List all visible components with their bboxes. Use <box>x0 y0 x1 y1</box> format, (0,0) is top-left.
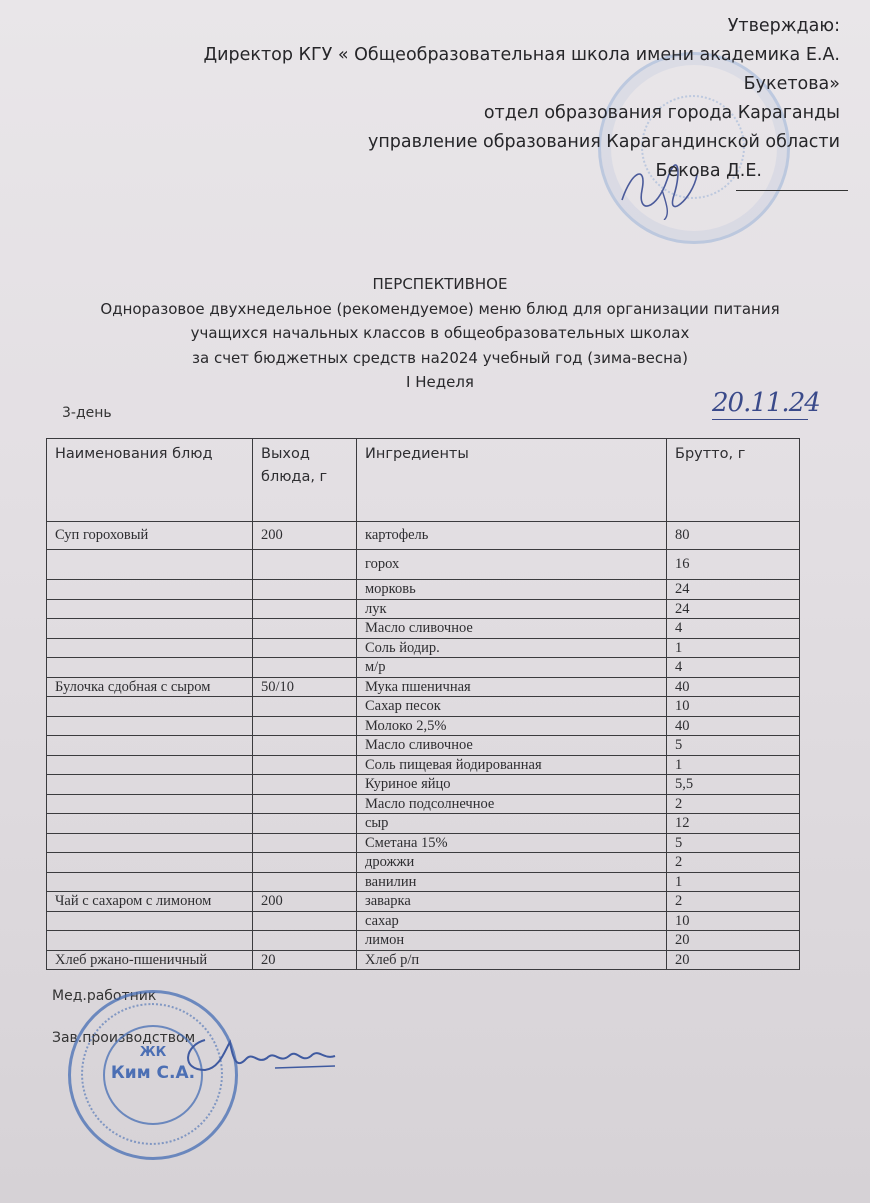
table-row <box>47 638 800 658</box>
gross-cell: 10 <box>667 911 800 931</box>
gross-cell: 1 <box>667 872 800 892</box>
approval-signatory: Бекова Д.Е. <box>655 161 762 181</box>
table-row <box>47 833 800 853</box>
ingredient-cell: Хлеб р/п <box>357 950 667 970</box>
dish-name-cell <box>47 619 253 639</box>
ingredient-cell: Соль пищевая йодированная <box>357 755 667 775</box>
dish-name-cell <box>47 794 253 814</box>
ingredient-cell: Соль йодир. <box>357 638 667 658</box>
gross-cell: 20 <box>667 931 800 951</box>
yield-cell <box>253 697 357 717</box>
table-row <box>47 755 800 775</box>
yield-cell: 200 <box>253 522 357 550</box>
table-row <box>47 775 800 795</box>
yield-cell <box>253 736 357 756</box>
gross-cell: 1 <box>667 638 800 658</box>
medical-worker-label: Мед.работник <box>52 988 157 1004</box>
gross-cell: 16 <box>667 550 800 580</box>
gross-cell: 1 <box>667 755 800 775</box>
yield-cell: 200 <box>253 892 357 912</box>
title-line-1: ПЕРСПЕКТИВНОЕ <box>372 275 508 293</box>
gross-cell: 5 <box>667 736 800 756</box>
yield-cell <box>253 658 357 678</box>
production-head-label: Зав.производством <box>52 1030 196 1046</box>
title-line-3: учащихся начальных классов в общеобразовательных школах <box>190 324 690 342</box>
gross-cell: 24 <box>667 599 800 619</box>
ingredient-cell: Масло сливочное <box>357 736 667 756</box>
yield-cell <box>253 755 357 775</box>
yield-cell <box>253 580 357 600</box>
dish-name-cell <box>47 658 253 678</box>
table-row <box>47 872 800 892</box>
dish-name-cell: Булочка сдобная с сыром <box>47 677 253 697</box>
dish-name-cell <box>47 775 253 795</box>
ingredient-cell: Сметана 15% <box>357 833 667 853</box>
yield-cell: 50/10 <box>253 677 357 697</box>
ingredient-cell: м/р <box>357 658 667 678</box>
dish-name-cell <box>47 599 253 619</box>
table-row <box>47 950 800 970</box>
header-gross: Брутто, г <box>667 439 800 522</box>
ingredient-cell: лук <box>357 599 667 619</box>
gross-cell: 40 <box>667 677 800 697</box>
yield-cell <box>253 911 357 931</box>
ingredient-cell: Сахар песок <box>357 697 667 717</box>
stamp-text-2: Ким С.А. <box>110 1063 196 1083</box>
yield-cell <box>253 833 357 853</box>
signature-line <box>736 190 848 191</box>
menu-table <box>46 438 800 970</box>
dish-name-cell <box>47 716 253 736</box>
yield-cell <box>253 931 357 951</box>
dish-name-cell <box>47 580 253 600</box>
dish-name-cell <box>47 697 253 717</box>
ingredient-cell: Молоко 2,5% <box>357 716 667 736</box>
dish-name-cell: Суп гороховый <box>47 522 253 550</box>
table-row <box>47 853 800 873</box>
dish-name-cell <box>47 833 253 853</box>
table-row <box>47 522 800 550</box>
table-row <box>47 658 800 678</box>
ingredient-cell: сыр <box>357 814 667 834</box>
dish-name-cell <box>47 755 253 775</box>
dish-name-cell <box>47 736 253 756</box>
ingredient-cell: горох <box>357 550 667 580</box>
header-ingredients: Ингредиенты <box>357 439 667 522</box>
table-row <box>47 911 800 931</box>
ingredient-cell: дрожжи <box>357 853 667 873</box>
approval-line-2: Букетова» <box>743 74 840 94</box>
ingredient-cell: Масло сливочное <box>357 619 667 639</box>
gross-cell: 2 <box>667 853 800 873</box>
table-row <box>47 550 800 580</box>
gross-cell: 40 <box>667 716 800 736</box>
yield-cell <box>253 599 357 619</box>
dish-name-cell <box>47 550 253 580</box>
yield-cell <box>253 550 357 580</box>
ingredient-cell: морковь <box>357 580 667 600</box>
approval-line-3: отдел образования города Караганды <box>483 103 840 123</box>
dish-name-cell: Чай с сахаром с лимоном <box>47 892 253 912</box>
approval-line-4: управление образования Карагандинской области <box>367 132 840 152</box>
table-header-row <box>47 439 800 522</box>
gross-cell: 80 <box>667 522 800 550</box>
ingredient-cell: Куриное яйцо <box>357 775 667 795</box>
document-title <box>40 272 840 395</box>
production-head-signature <box>175 1030 340 1080</box>
dish-name-cell <box>47 931 253 951</box>
gross-cell: 2 <box>667 794 800 814</box>
yield-cell <box>253 775 357 795</box>
header-yield: Выход блюда, г <box>253 439 357 522</box>
dish-name-cell <box>47 638 253 658</box>
dish-name-cell <box>47 911 253 931</box>
gross-cell: 5 <box>667 833 800 853</box>
table-row <box>47 814 800 834</box>
table-row <box>47 931 800 951</box>
table-row <box>47 716 800 736</box>
table-row <box>47 599 800 619</box>
table-row <box>47 892 800 912</box>
ingredient-cell: Масло подсолнечное <box>357 794 667 814</box>
title-line-2: Одноразовое двухнедельное (рекомендуемое) меню блюд для организации питания <box>100 299 780 318</box>
ingredient-cell: картофель <box>357 522 667 550</box>
ingredient-cell: заварка <box>357 892 667 912</box>
table-row <box>47 677 800 697</box>
gross-cell: 4 <box>667 658 800 678</box>
table-row <box>47 736 800 756</box>
table-row <box>47 619 800 639</box>
header-dish-name: Наименования блюд <box>47 439 253 522</box>
gross-cell: 20 <box>667 950 800 970</box>
stamp-text-1: ЖК <box>139 1045 167 1060</box>
ingredient-cell: лимон <box>357 931 667 951</box>
gross-cell: 24 <box>667 580 800 600</box>
date-underline <box>712 419 808 420</box>
ingredient-cell: Мука пшеничная <box>357 677 667 697</box>
handwritten-date: 20.11.24 <box>712 388 820 418</box>
gross-cell: 2 <box>667 892 800 912</box>
gross-cell: 5,5 <box>667 775 800 795</box>
approval-line-1: Директор КГУ « Общеобразовательная школа имени академика Е.А. <box>203 45 840 65</box>
yield-cell <box>253 814 357 834</box>
yield-cell: 20 <box>253 950 357 970</box>
ingredient-cell: сахар <box>357 911 667 931</box>
gross-cell: 12 <box>667 814 800 834</box>
approval-block <box>40 12 840 186</box>
dish-name-cell <box>47 853 253 873</box>
title-line-4: за счет бюджетных средств на2024 учебный год (зима-весна) <box>192 348 688 367</box>
yield-cell <box>253 853 357 873</box>
dish-name-cell <box>47 814 253 834</box>
approval-heading: Утверждаю: <box>727 16 840 36</box>
menu-table-body <box>47 522 800 970</box>
week-label: I Неделя <box>406 373 474 391</box>
yield-cell <box>253 872 357 892</box>
yield-cell <box>253 638 357 658</box>
yield-cell <box>253 716 357 736</box>
day-label: 3-день <box>62 405 112 421</box>
table-row <box>47 580 800 600</box>
table-row <box>47 697 800 717</box>
dish-name-cell <box>47 872 253 892</box>
dish-name-cell: Хлеб ржано-пшеничный <box>47 950 253 970</box>
yield-cell <box>253 794 357 814</box>
ingredient-cell: ванилин <box>357 872 667 892</box>
gross-cell: 10 <box>667 697 800 717</box>
yield-cell <box>253 619 357 639</box>
gross-cell: 4 <box>667 619 800 639</box>
table-row <box>47 794 800 814</box>
